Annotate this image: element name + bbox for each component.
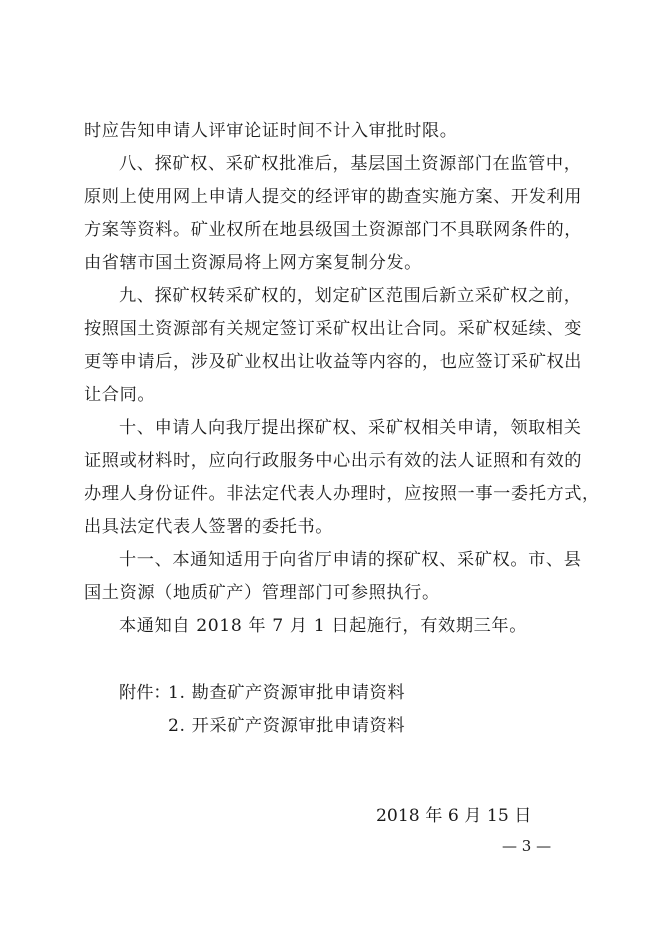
body-line-11: 证照或材料时，应向行政服务中心出示有效的法人证照和有效的 xyxy=(84,451,583,471)
body-line-6: 九、探矿权转采矿权的，划定矿区范围后新立采矿权之前， xyxy=(119,286,582,306)
body-line-5: 由省辖市国土资源局将上网方案复制分发。 xyxy=(84,253,422,273)
attachment-item-2: 2. 开采矿产资源审批申请资料 xyxy=(168,716,406,736)
body-line-15: 国土资源（地质矿产）管理部门可参照执行。 xyxy=(84,583,440,603)
attachment-item-1: 1. 勘查矿产资源审批申请资料 xyxy=(168,683,406,703)
body-line-10: 十、申请人向我厅提出探矿权、采矿权相关申请，领取相关 xyxy=(119,418,582,438)
body-line-7: 按照国土资源部有关规定签订采矿权出让合同。采矿权延续、变 xyxy=(84,319,583,339)
attachments-label: 附件： xyxy=(119,683,171,703)
page-number: — 3 — xyxy=(502,837,552,855)
body-line-14: 十一、本通知适用于向省厅申请的探矿权、采矿权。市、县 xyxy=(119,550,582,570)
body-line-3: 原则上使用网上申请人提交的经评审的勘查实施方案、开发利用 xyxy=(84,187,583,207)
body-line-12: 办理人身份证件。非法定代表人办理时，应按照一事一委托方式， xyxy=(84,484,600,504)
body-line-1: 时应告知申请人评审论证时间不计入审批时限。 xyxy=(84,121,458,141)
body-line-16: 本通知自 2018 年 7 月 1 日起施行，有效期三年。 xyxy=(119,616,527,636)
body-line-2: 八、探矿权、采矿权批准后，基层国土资源部门在监管中， xyxy=(119,154,582,174)
body-line-13: 出具法定代表人签署的委托书。 xyxy=(84,517,334,537)
body-line-4: 方案等资料。矿业权所在地县级国土资源部门不具联网条件的， xyxy=(84,220,583,240)
document-date: 2018 年 6 月 15 日 xyxy=(376,806,532,826)
body-line-8: 更等申请后，涉及矿业权出让收益等内容的，也应签订采矿权出 xyxy=(84,352,583,372)
body-line-9: 让合同。 xyxy=(84,385,156,405)
